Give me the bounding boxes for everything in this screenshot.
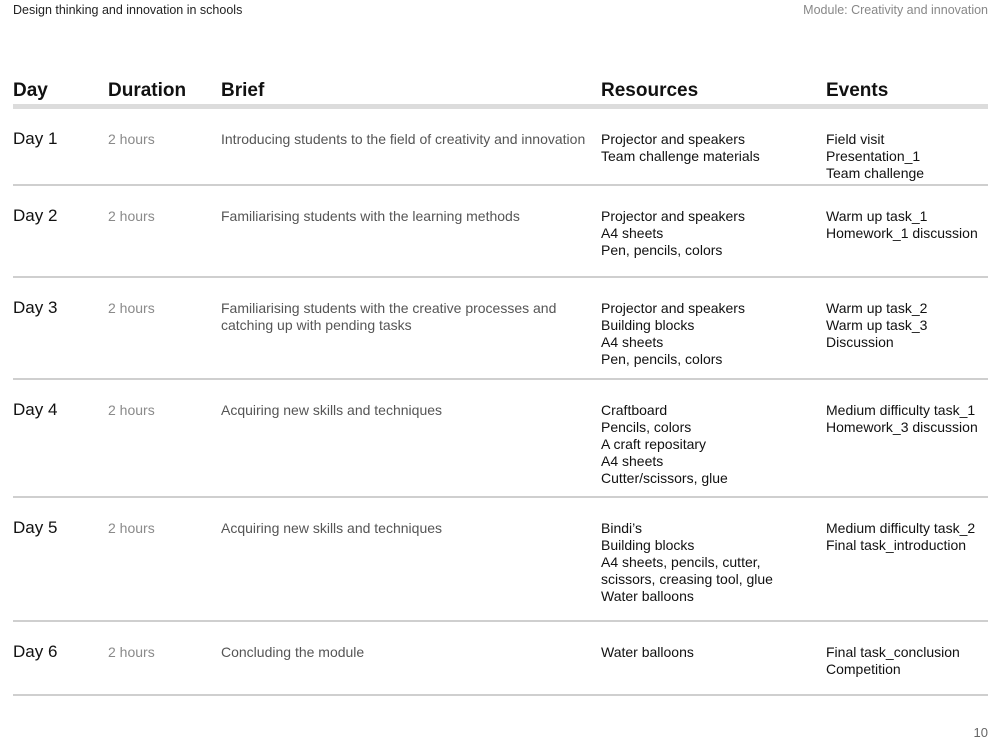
day-cell: Day 4 — [13, 379, 108, 497]
resources-cell — [601, 107, 826, 186]
brief-cell: Familiarising students with the learning methods — [221, 185, 601, 277]
resource-item: Pen, pencils, colors — [601, 351, 723, 367]
resources-cell — [601, 185, 826, 277]
brief-cell: Familiarising students with the creative processes and catching up with pending tasks — [221, 277, 601, 379]
resource-item: Projector and speakers — [601, 131, 745, 147]
resource-item: Projector and speakers — [601, 300, 745, 316]
table-row — [13, 497, 988, 621]
resource-item: Craftboard — [601, 402, 668, 418]
resource-item: A4 sheets — [601, 225, 664, 241]
event-item: Homework_1 discussion — [826, 225, 978, 241]
resource-item: A4 sheets — [601, 334, 664, 350]
event-item: Team challenge — [826, 165, 925, 181]
resource-item: Building blocks — [601, 317, 695, 333]
event-item: Final task_conclusion — [826, 644, 960, 660]
events-cell — [826, 107, 988, 186]
resource-item: Bindi’s — [601, 520, 642, 536]
resource-item: A4 sheets, pencils, cutter, — [601, 554, 761, 570]
resource-item: Pencils, colors — [601, 419, 692, 435]
day-cell: Day 6 — [13, 621, 108, 695]
day-cell: Day 2 — [13, 185, 108, 277]
duration-cell: 2 hours — [108, 277, 221, 379]
brief-cell: Introducing students to the field of creativity and innovation — [221, 107, 601, 186]
column-header-day: Day — [13, 76, 108, 107]
resource-item: Projector and speakers — [601, 208, 745, 224]
duration-cell: 2 hours — [108, 107, 221, 186]
resource-item: Pen, pencils, colors — [601, 242, 723, 258]
day-cell: Day 5 — [13, 497, 108, 621]
event-item: Warm up task_2 — [826, 300, 928, 316]
event-item: Warm up task_1 — [826, 208, 928, 224]
resource-item: Team challenge materials — [601, 148, 760, 164]
column-header-duration: Duration — [108, 76, 221, 107]
table-row — [13, 107, 988, 186]
event-item: Field visit — [826, 131, 885, 147]
column-header-events: Events — [826, 76, 988, 107]
event-item: Presentation_1 — [826, 148, 921, 164]
duration-cell: 2 hours — [108, 185, 221, 277]
resources-cell — [601, 379, 826, 497]
resource-item: Cutter/scissors, glue — [601, 470, 728, 486]
brief-cell: Concluding the module — [221, 621, 601, 695]
event-item: Competition — [826, 661, 901, 677]
event-item: Homework_3 discussion — [826, 419, 978, 435]
event-item: Discussion — [826, 334, 894, 350]
brief-cell: Acquiring new skills and techniques — [221, 379, 601, 497]
table-row — [13, 379, 988, 497]
table-header-row — [13, 76, 988, 107]
table-row — [13, 185, 988, 277]
resource-item: Water balloons — [601, 588, 694, 604]
event-item: Medium difficulty task_2 — [826, 520, 976, 536]
resource-item: Building blocks — [601, 537, 695, 553]
duration-cell: 2 hours — [108, 379, 221, 497]
column-header-resources: Resources — [601, 76, 826, 107]
resource-item: Water balloons — [601, 644, 694, 660]
resource-item: scissors, creasing tool, glue — [601, 571, 773, 587]
resources-cell — [601, 277, 826, 379]
duration-cell: 2 hours — [108, 621, 221, 695]
table-row — [13, 621, 988, 695]
brief-cell: Acquiring new skills and techniques — [221, 497, 601, 621]
day-cell: Day 1 — [13, 107, 108, 186]
events-cell — [826, 497, 988, 621]
module-label: Module: Creativity and innovation — [803, 3, 988, 17]
column-header-brief: Brief — [221, 76, 601, 107]
resources-cell — [601, 621, 826, 695]
events-cell — [826, 379, 988, 497]
course-title: Design thinking and innovation in schools — [13, 3, 243, 17]
day-cell: Day 3 — [13, 277, 108, 379]
page-number: 10 — [973, 725, 988, 740]
schedule-table — [13, 76, 988, 696]
event-item: Warm up task_3 — [826, 317, 928, 333]
resources-cell — [601, 497, 826, 621]
events-cell — [826, 621, 988, 695]
table-row — [13, 277, 988, 379]
event-item: Final task_introduction — [826, 537, 967, 553]
events-cell — [826, 185, 988, 277]
resource-item: A craft repositary — [601, 436, 707, 452]
events-cell — [826, 277, 988, 379]
resource-item: A4 sheets — [601, 453, 664, 469]
event-item: Medium difficulty task_1 — [826, 402, 976, 418]
duration-cell: 2 hours — [108, 497, 221, 621]
